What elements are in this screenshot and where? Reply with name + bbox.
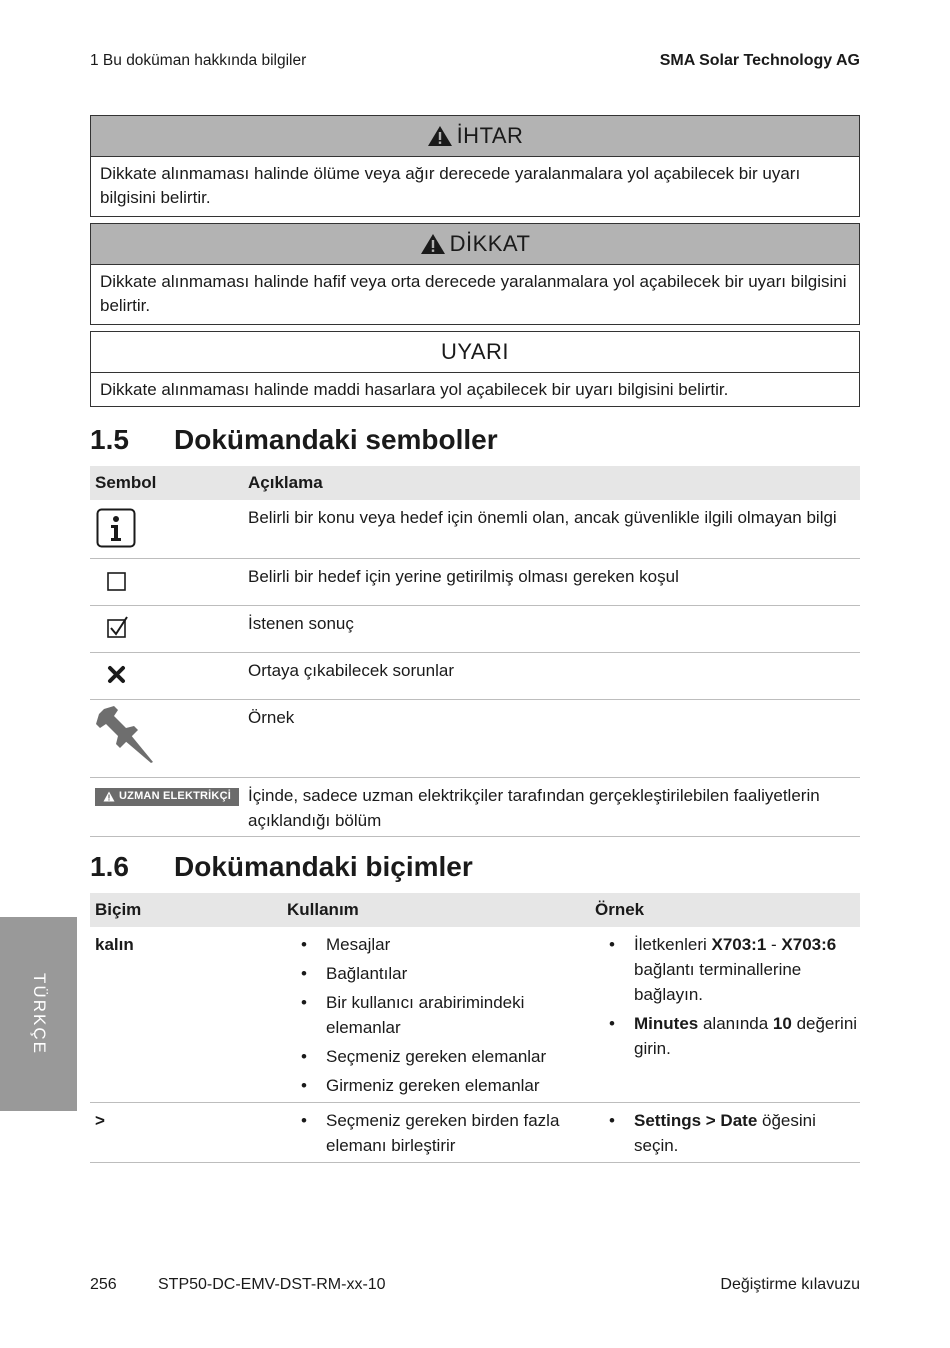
warning-title: UYARI	[440, 339, 510, 364]
list-item: • Settings > Date öğesini seçin.	[603, 1108, 843, 1158]
document-type: Değiştirme kılavuzu	[720, 1276, 860, 1293]
list-item: • Bağlantılar	[295, 961, 555, 986]
warning-icon	[103, 791, 115, 802]
symbol-description: Belirli bir konu veya hedef için önemli olan, ancak güvenlikle ilgili olmayan bilgi	[248, 508, 837, 527]
warning-title: İHTAR	[456, 123, 524, 148]
example-list	[603, 932, 860, 1061]
symbols-table	[90, 466, 860, 837]
table-row	[90, 606, 860, 653]
table-row	[90, 778, 860, 837]
table-row	[90, 700, 860, 778]
warning-text: Dikkate alınmaması halinde hafif veya orta derecede yaralanmalara yol açabilecek bir uyarı bilgisini belirtir.	[100, 272, 847, 315]
cross-icon	[107, 665, 126, 684]
table-row	[90, 500, 860, 559]
table-row	[90, 1103, 860, 1163]
format-name: >	[95, 1111, 105, 1130]
usage-list	[295, 1108, 560, 1158]
warning-icon	[420, 233, 446, 255]
warning-icon	[427, 125, 453, 147]
symbol-description: İstenen sonuç	[248, 614, 354, 633]
page-number: 256	[90, 1276, 117, 1293]
column-header-description: Açıklama	[248, 473, 323, 492]
language-tab	[0, 917, 77, 1111]
list-item: • Bir kullanıcı arabirimindeki elemanlar	[295, 990, 555, 1040]
qualified-electrician-badge	[95, 788, 239, 806]
usage-list	[295, 932, 555, 1098]
document-id: STP50-DC-EMV-DST-RM-xx-10	[158, 1276, 386, 1293]
table-row	[90, 653, 860, 700]
list-item: • Seçmeniz gereken birden fazla elemanı birleştirir	[295, 1108, 560, 1158]
formats-table	[90, 893, 860, 1163]
section-title: Dokümandaki biçimler	[174, 851, 473, 882]
list-item: • Minutes alanında 10 değerini girin.	[603, 1011, 860, 1061]
table-row	[90, 927, 860, 1103]
checkbox-empty-icon	[107, 572, 126, 591]
symbol-description: İçinde, sadece uzman elektrikçiler tarafından gerçekleştirilebilen faaliyetlerin açıklandığı bölüm	[248, 786, 820, 830]
warning-text: Dikkate alınmaması halinde maddi hasarlara yol açabilecek bir uyarı bilgisini belirtir.	[100, 380, 729, 399]
warning-box-dikkat	[90, 223, 860, 325]
language-tab-label: TÜRKÇE	[29, 973, 49, 1055]
list-item: • Mesajlar	[295, 932, 555, 957]
symbol-description: Belirli bir hedef için yerine getirilmiş olması gereken koşul	[248, 567, 679, 586]
pushpin-icon	[96, 706, 154, 764]
section-heading-formats	[90, 851, 473, 883]
section-number: 1.5	[90, 424, 129, 455]
warning-box-uyari	[90, 331, 860, 407]
symbol-description: Ortaya çıkabilecek sorunlar	[248, 661, 454, 680]
info-icon	[96, 508, 136, 548]
format-name: kalın	[95, 935, 134, 954]
header-company: SMA Solar Technology AG	[659, 52, 860, 69]
column-header-usage: Kullanım	[287, 900, 359, 919]
section-title: Dokümandaki semboller	[174, 424, 498, 455]
warning-box-ihtar	[90, 115, 860, 217]
warning-title: DİKKAT	[449, 231, 531, 256]
section-heading-symbols	[90, 424, 498, 456]
column-header-symbol: Sembol	[95, 473, 157, 492]
header-section-title: 1 Bu doküman hakkında bilgiler	[90, 52, 307, 69]
warning-text: Dikkate alınmaması halinde ölüme veya ağır derecede yaralanmalara yol açabilecek bir uyarı bilgisini belirtir.	[100, 164, 801, 207]
table-row	[90, 559, 860, 606]
section-number: 1.6	[90, 851, 129, 882]
column-header-example: Örnek	[595, 900, 645, 919]
list-item: • Girmeniz gereken elemanlar	[295, 1073, 555, 1098]
checkbox-checked-icon	[107, 616, 129, 638]
list-item: • İletkenleri X703:1 - X703:6 bağlantı terminallerine bağlayın.	[603, 932, 860, 1007]
table-header	[90, 893, 860, 927]
column-header-format: Biçim	[95, 900, 142, 919]
table-header	[90, 466, 860, 500]
example-list	[603, 1108, 843, 1158]
symbol-description: Örnek	[248, 708, 295, 727]
badge-label: UZMAN ELEKTRİKÇİ	[119, 790, 231, 802]
list-item: • Seçmeniz gereken elemanlar	[295, 1044, 555, 1069]
